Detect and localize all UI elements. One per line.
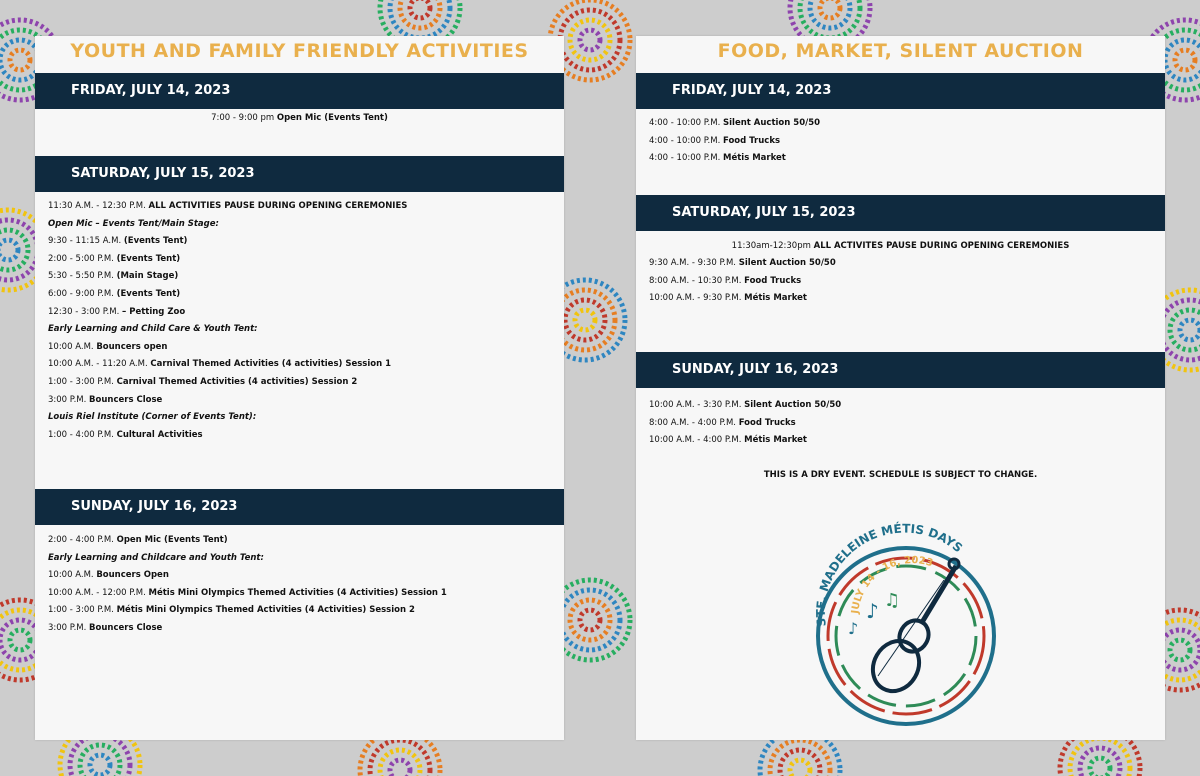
schedule-time: 10:00 A.M. bbox=[48, 341, 94, 352]
dry-event-note: THIS IS A DRY EVENT. SCHEDULE IS SUBJECT TO CHANGE. bbox=[763, 470, 1038, 480]
schedule-time: 1:00 - 3:00 P.M. bbox=[48, 377, 114, 387]
schedule-activity: Early Learning and Child Care & Youth Tent: bbox=[48, 324, 258, 335]
schedule-row bbox=[48, 377, 357, 387]
schedule-time: 5:30 - 5:50 P.M. bbox=[48, 271, 114, 282]
svg-text:♫: ♫ bbox=[884, 590, 901, 611]
schedule-row bbox=[649, 293, 807, 303]
schedule-activity: Silent Auction 50/50 bbox=[738, 258, 836, 268]
schedule-activity: Cultural Activities bbox=[116, 429, 203, 440]
schedule-time: 10:00 A.M. - 3:30 P.M. bbox=[649, 400, 742, 410]
schedule-row bbox=[48, 219, 219, 229]
schedule-time: 1:00 - 3:00 P.M. bbox=[48, 605, 114, 616]
schedule-activity: – Petting Zoo bbox=[122, 306, 186, 317]
schedule-row bbox=[48, 623, 162, 633]
schedule-time: 12:30 - 3:00 P.M. bbox=[48, 306, 120, 317]
schedule-time: 10:00 A.M. bbox=[48, 570, 94, 581]
schedule-time: 10:00 A.M. - 4:00 P.M. bbox=[649, 435, 742, 446]
schedule-time: 4:00 - 10:00 P.M. bbox=[649, 118, 721, 128]
schedule-row bbox=[649, 153, 786, 163]
schedule-time: 11:30 A.M. - 12:30 P.M. bbox=[48, 201, 146, 211]
schedule-time: 9:30 A.M. - 9:30 P.M. bbox=[649, 258, 736, 268]
schedule-time: 3:00 P.M. bbox=[48, 394, 87, 405]
schedule-row bbox=[48, 605, 415, 615]
schedule-row bbox=[48, 201, 407, 211]
schedule-time: 10:00 A.M. - 11:20 A.M. bbox=[48, 359, 148, 370]
day-header-saturday: SATURDAY, JULY 15, 2023 bbox=[636, 195, 1165, 231]
schedule-time: 2:00 - 4:00 P.M. bbox=[48, 535, 114, 545]
schedule-activity: Bouncers Close bbox=[89, 623, 163, 633]
schedule-row bbox=[48, 254, 180, 264]
youth-activities-panel bbox=[35, 36, 564, 740]
schedule-row bbox=[48, 307, 185, 317]
schedule-time: 4:00 - 10:00 P.M. bbox=[649, 135, 721, 146]
schedule-row: 11:30am-12:30pm ALL ACTIVITES PAUSE DURING OPENING CEREMONIES bbox=[731, 241, 1070, 251]
schedule-activity: Carnival Themed Activities (4 activities) Session 2 bbox=[116, 377, 358, 387]
schedule-row bbox=[649, 435, 807, 445]
schedule-time: 6:00 - 9:00 P.M. bbox=[48, 289, 114, 299]
schedule-time: 8:00 A.M. - 10:30 P.M. bbox=[649, 275, 742, 286]
schedule-activity: Bouncers open bbox=[96, 341, 168, 352]
schedule-activity: Bouncers Close bbox=[89, 394, 163, 405]
day-header-friday: FRIDAY, JULY 14, 2023 bbox=[35, 73, 564, 109]
schedule-row bbox=[48, 588, 447, 598]
schedule-activity: Open Mic (Events Tent) bbox=[116, 535, 228, 545]
schedule-row bbox=[48, 271, 178, 281]
schedule-activity: Silent Auction 50/50 bbox=[744, 400, 842, 410]
schedule-activity: (Events Tent) bbox=[123, 236, 188, 247]
schedule-row bbox=[48, 570, 169, 580]
schedule-row bbox=[649, 418, 796, 428]
logo-dates-text: JULY 14 - 16, 2023 bbox=[850, 555, 935, 615]
schedule-row bbox=[48, 324, 258, 334]
logo-name-text: STE. MADELEINE MÉTIS DAYS bbox=[813, 521, 966, 628]
schedule-activity: Food Trucks bbox=[738, 417, 796, 428]
schedule-time: 2:00 - 5:00 P.M. bbox=[48, 253, 114, 264]
svg-text:♪: ♪ bbox=[848, 619, 859, 638]
schedule-row: 7:00 - 9:00 pm Open Mic (Events Tent) bbox=[211, 113, 388, 123]
panel-title: FOOD, MARKET, SILENT AUCTION bbox=[717, 40, 1084, 62]
schedule-time: 10:00 A.M. - 9:30 P.M. bbox=[649, 293, 742, 304]
schedule-activity: Métis Mini Olympics Themed Activities (4 Activities) Session 1 bbox=[148, 587, 447, 598]
schedule-activity: (Events Tent) bbox=[116, 253, 181, 264]
schedule-row bbox=[649, 118, 820, 128]
schedule-activity: Silent Auction 50/50 bbox=[723, 118, 821, 128]
schedule-activity: Métis Mini Olympics Themed Activities (4 Activities) Session 2 bbox=[116, 605, 415, 616]
schedule-activity: Food Trucks bbox=[744, 275, 802, 286]
schedule-row bbox=[649, 258, 836, 268]
schedule-activity: Bouncers Open bbox=[96, 570, 169, 581]
schedule-activity: Carnival Themed Activities (4 activities) Session 1 bbox=[150, 359, 392, 370]
schedule-time: 8:00 A.M. - 4:00 P.M. bbox=[649, 417, 736, 428]
schedule-activity: Métis Market bbox=[744, 293, 807, 304]
schedule-row bbox=[48, 359, 391, 369]
schedule-time: 3:00 P.M. bbox=[48, 623, 87, 633]
schedule-row bbox=[48, 289, 180, 299]
schedule-activity: (Events Tent) bbox=[116, 289, 181, 299]
schedule-row bbox=[48, 430, 203, 440]
schedule-activity: Open Mic – Events Tent/Main Stage: bbox=[48, 218, 219, 229]
schedule-activity: (Main Stage) bbox=[116, 271, 179, 282]
schedule-row bbox=[48, 236, 187, 246]
panel-title: YOUTH AND FAMILY FRIENDLY ACTIVITIES bbox=[70, 40, 529, 62]
schedule-activity: Food Trucks bbox=[723, 135, 781, 146]
ste-madeleine-metis-days-logo bbox=[796, 506, 1016, 726]
schedule-row bbox=[48, 412, 256, 422]
svg-text:♪: ♪ bbox=[866, 599, 879, 623]
day-header-friday: FRIDAY, JULY 14, 2023 bbox=[636, 73, 1165, 109]
schedule-activity: Early Learning and Childcare and Youth Tent: bbox=[48, 552, 264, 563]
schedule-row bbox=[649, 136, 780, 146]
schedule-row bbox=[649, 276, 801, 286]
schedule-activity: ALL ACTIVITIES PAUSE DURING OPENING CEREMONIES bbox=[148, 201, 408, 211]
day-header-sunday: SUNDAY, JULY 16, 2023 bbox=[636, 352, 1165, 388]
schedule-row bbox=[48, 395, 162, 405]
day-header-saturday: SATURDAY, JULY 15, 2023 bbox=[35, 156, 564, 192]
schedule-time: 1:00 - 4:00 P.M. bbox=[48, 429, 114, 440]
food-market-panel bbox=[636, 36, 1165, 740]
schedule-activity: Louis Riel Institute (Corner of Events Tent): bbox=[48, 412, 257, 423]
schedule-activity: Métis Market bbox=[744, 435, 807, 446]
schedule-row bbox=[48, 535, 228, 545]
schedule-row bbox=[48, 342, 168, 352]
schedule-time: 4:00 - 10:00 P.M. bbox=[649, 153, 721, 164]
schedule-activity: Métis Market bbox=[723, 153, 786, 164]
schedule-row bbox=[48, 553, 264, 563]
schedule-time: 9:30 - 11:15 A.M. bbox=[48, 236, 122, 247]
schedule-row bbox=[649, 400, 841, 410]
day-header-sunday: SUNDAY, JULY 16, 2023 bbox=[35, 489, 564, 525]
schedule-time: 10:00 A.M. - 12:00 P.M. bbox=[48, 587, 146, 598]
